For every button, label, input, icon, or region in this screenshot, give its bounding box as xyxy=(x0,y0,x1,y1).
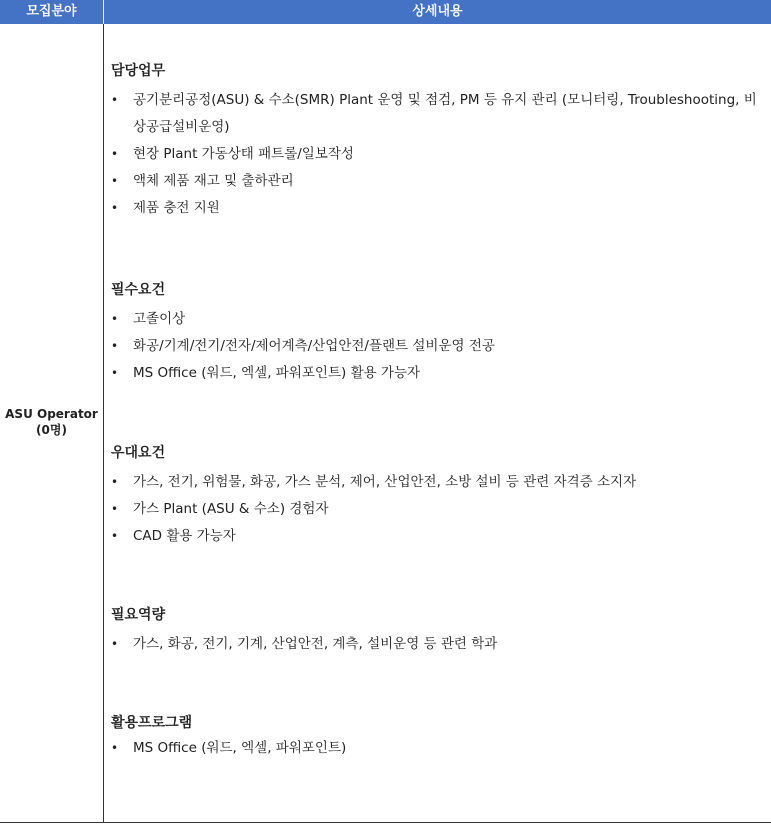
bullet-icon: • xyxy=(111,312,119,326)
column-divider xyxy=(103,24,104,823)
header-field-label: 모집분야 xyxy=(26,4,77,19)
list-item-text: 제품 충전 지원 xyxy=(133,200,220,216)
bullet-icon: • xyxy=(111,366,119,380)
field-headcount: (0명) xyxy=(36,423,67,437)
field-name: ASU Operator xyxy=(5,407,98,421)
bullet-icon: • xyxy=(111,741,119,755)
section-programs xyxy=(111,713,761,762)
preferred-list xyxy=(111,469,761,550)
list-item-text: CAD 활용 가능자 xyxy=(133,528,236,544)
section-title: 담당업무 xyxy=(111,63,166,79)
bullet-icon: • xyxy=(111,174,119,188)
duties-list xyxy=(111,87,761,222)
header-detail-label: 상세내용 xyxy=(412,4,463,19)
list-item xyxy=(111,469,761,496)
list-item-text: 공기분리공정(ASU) & 수소(SMR) Plant 운영 및 점검, PM 등 유지 관리 (모니터링, Troubleshooting, 비상공급설비운영) xyxy=(133,92,757,135)
requirements-list xyxy=(111,306,761,387)
list-item xyxy=(111,496,761,523)
section-duties xyxy=(111,61,761,222)
list-item-text: 가스, 전기, 위험물, 화공, 가스 분석, 제어, 산업안전, 소방 설비 등 관련 자격증 소지자 xyxy=(133,474,637,490)
bullet-icon: • xyxy=(111,201,119,215)
list-item xyxy=(111,735,761,762)
list-item xyxy=(111,168,761,195)
list-item xyxy=(111,360,761,387)
bullet-icon: • xyxy=(111,147,119,161)
section-competency xyxy=(111,605,761,658)
list-item xyxy=(111,333,761,360)
section-preferred xyxy=(111,443,761,550)
bullet-icon: • xyxy=(111,502,119,516)
table-header xyxy=(0,0,771,24)
list-item-text: 가스 Plant (ASU & 수소) 경험자 xyxy=(133,501,329,517)
list-item xyxy=(111,523,761,550)
programs-list xyxy=(111,735,761,762)
section-requirements xyxy=(111,280,761,387)
list-item-text: MS Office (워드, 엑셀, 파워포인트) xyxy=(133,740,347,756)
list-item xyxy=(111,87,761,141)
list-item-text: 가스, 화공, 전기, 기계, 산업안전, 계측, 설비운영 등 관련 학과 xyxy=(133,636,498,652)
list-item xyxy=(111,195,761,222)
section-title: 활용프로그램 xyxy=(111,715,193,731)
section-title: 필수요건 xyxy=(111,282,166,298)
list-item-text: 현장 Plant 가동상태 패트롤/일보작성 xyxy=(133,146,354,162)
section-title: 필요역량 xyxy=(111,607,166,623)
field-cell xyxy=(0,406,103,438)
bullet-icon: • xyxy=(111,529,119,543)
list-item-text: 화공/기계/전기/전자/제어계측/산업안전/플랜트 설비운영 전공 xyxy=(133,338,495,354)
bullet-icon: • xyxy=(111,637,119,651)
list-item xyxy=(111,141,761,168)
bullet-icon: • xyxy=(111,339,119,353)
table-bottom-border xyxy=(0,822,771,823)
list-item xyxy=(111,306,761,333)
competency-list xyxy=(111,631,761,658)
bullet-icon: • xyxy=(111,475,119,489)
list-item xyxy=(111,631,761,658)
list-item-text: MS Office (워드, 엑셀, 파워포인트) 활용 가능자 xyxy=(133,365,421,381)
list-item-text: 액체 제품 재고 및 출하관리 xyxy=(133,173,294,189)
bullet-icon: • xyxy=(111,93,119,107)
list-item-text: 고졸이상 xyxy=(133,311,186,327)
section-title: 우대요건 xyxy=(111,445,166,461)
